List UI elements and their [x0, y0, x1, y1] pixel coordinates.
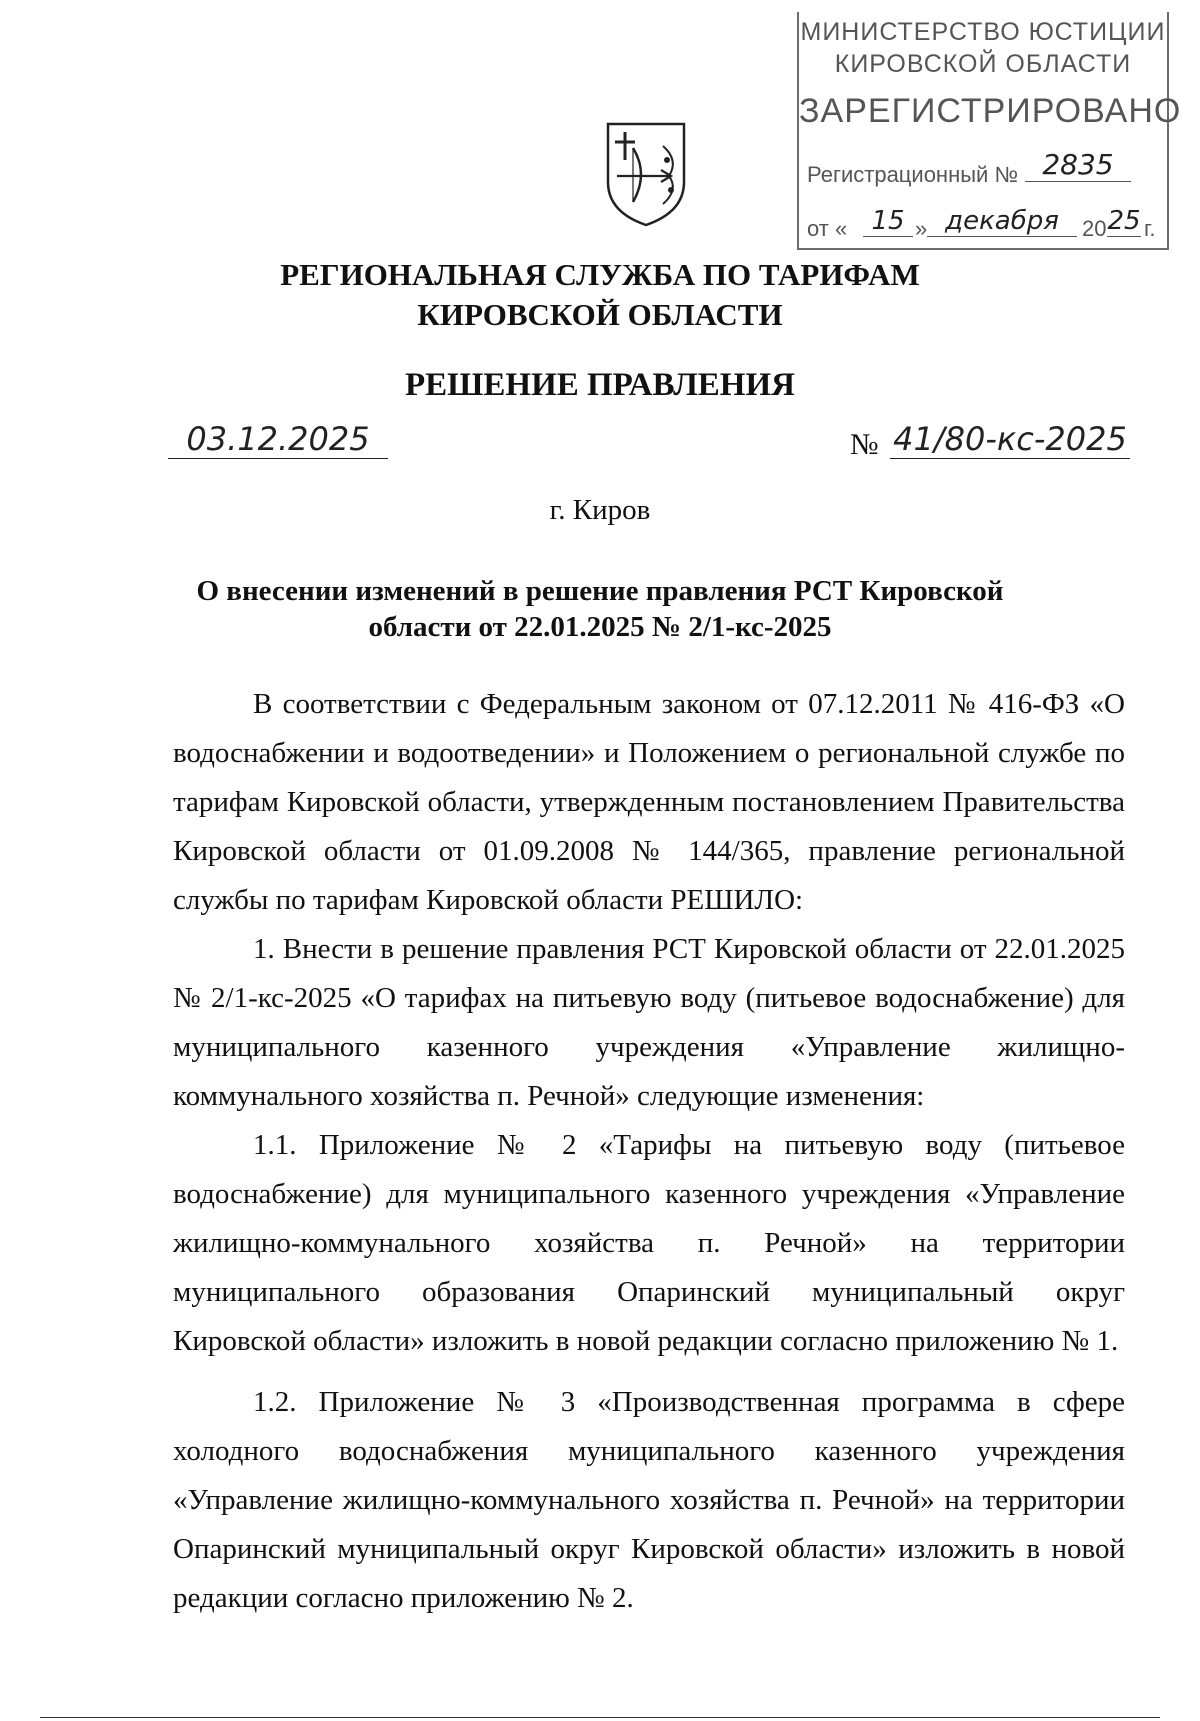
- stamp-status: ЗАРЕГИСТРИРОВАНО: [799, 92, 1182, 130]
- org-name-line1: РЕГИОНАЛЬНАЯ СЛУЖБА ПО ТАРИФАМ: [280, 257, 920, 292]
- page-bottom-line: [40, 1717, 1160, 1718]
- stamp-ministry-line: МИНИСТЕРСТВО ЮСТИЦИИ: [800, 18, 1166, 46]
- subject-line2: области от 22.01.2025 № 2/1-кс-2025: [368, 611, 832, 643]
- stamp-region-line: КИРОВСКОЙ ОБЛАСТИ: [834, 50, 1132, 78]
- document-body: [173, 680, 1125, 1623]
- stamp-day-close: »: [915, 216, 928, 241]
- stamp-year-suffix: 25: [1107, 206, 1141, 236]
- stamp-reg-number: 2835: [1025, 148, 1131, 182]
- stamp-year-unit: г.: [1144, 216, 1156, 241]
- paragraph-item-1-2: 1.2. Приложение № 3 «Производственная программа в сфере холодного водоснабжения муниципального казенного учреждения «Управление жилищно-коммунального хозяйства п. Речной» на территории Опаринский муниципальный округ Кировской области» изложить в новой редакции согласно приложению № 2.: [173, 1386, 1125, 1614]
- document-title: РЕШЕНИЕ ПРАВЛЕНИЯ: [405, 367, 795, 403]
- org-name-line2: КИРОВСКОЙ ОБЛАСТИ: [417, 297, 783, 332]
- subject-line1: О внесении изменений в решение правления РСТ Кировской: [196, 575, 1004, 607]
- stamp-day: 15: [863, 206, 913, 237]
- decision-number: 41/80-кс-2025: [890, 420, 1130, 459]
- city: г. Киров: [549, 494, 651, 526]
- paragraph-preamble: В соответствии с Федеральным законом от 07.12.2011 № 416-ФЗ «О водоснабжении и водоотведении» и Положением о региональной службе по тарифам Кировской области, утвержденным постановлением Правительства Кировской области от 01.09.2008 № 144/365, правление региональной службы по тарифам Кировской области РЕШИЛО:: [173, 688, 1125, 916]
- kirov-coat-of-arms-icon: [603, 120, 689, 228]
- stamp-month: декабря: [927, 206, 1077, 237]
- decision-date: 03.12.2025: [168, 420, 388, 459]
- decision-number-label: №: [850, 428, 879, 461]
- registration-stamp: [797, 12, 1182, 250]
- stamp-reg-label: Регистрационный №: [807, 162, 1019, 187]
- paragraph-item-1-1: 1.1. Приложение № 2 «Тарифы на питьевую воду (питьевое водоснабжение) для муниципального казенного учреждения «Управление жилищно-коммунального хозяйства п. Речной» на территории муниципального образования Опаринский муниципальный округ Кировской области» изложить в новой редакции согласно приложению № 1.: [173, 1129, 1125, 1357]
- paragraph-item-1: 1. Внести в решение правления РСТ Кировской области от 22.01.2025 № 2/1-кс-2025 «О тарифах на питьевую воду (питьевое водоснабжение) для муниципального казенного учреждения «Управление жилищно-коммунального хозяйства п. Речной» следующие изменения:: [173, 933, 1125, 1112]
- stamp-from-text: от «: [807, 216, 848, 241]
- stamp-year-prefix: 20: [1082, 216, 1107, 241]
